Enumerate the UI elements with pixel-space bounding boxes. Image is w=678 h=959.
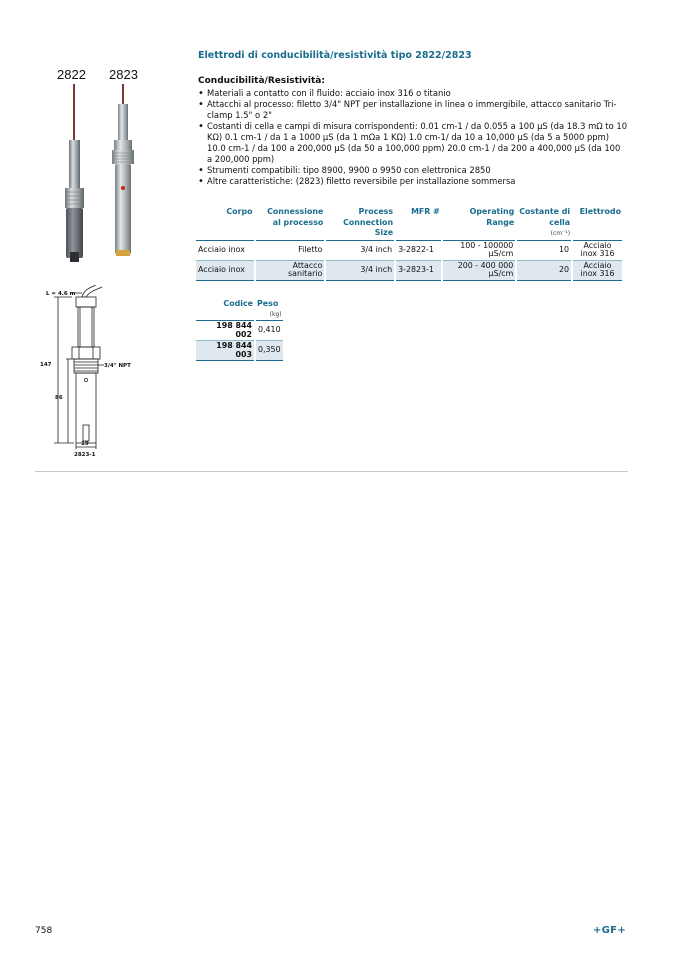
electrode-2823-photo: [108, 84, 138, 264]
cell-elettrodo: Acciaio inox 316: [573, 261, 622, 281]
cell-range: 100 - 100000 µS/cm: [443, 241, 516, 261]
cell-mfr: 3-2822-1: [396, 241, 441, 261]
header-process-size: Process Connection Size: [343, 207, 394, 237]
code-table-header: [196, 299, 283, 320]
cell-codice: 198 844 002: [196, 321, 254, 341]
header-peso: [256, 299, 283, 320]
cell-connessione: Filetto: [256, 241, 325, 261]
header-mfr: MFR #: [411, 207, 440, 216]
cell-peso: 0,350: [256, 341, 283, 361]
photo-label-2822: 2822: [57, 67, 86, 82]
header-operating-range: Operating Range: [469, 207, 515, 227]
cell-size: 3/4 inch: [326, 261, 394, 281]
cell-peso: 0,410: [256, 321, 283, 341]
header-costante-label: Costante di cella: [519, 207, 571, 227]
section-subtitle: Conducibilità/Resistività:: [198, 76, 325, 86]
table-row: [196, 341, 283, 361]
feature-item: • Costanti di cella e campi di misura corrispondenti: 0.01 cm-1 / da 0.055 a 100 µS (da 18.3 mΩ to 10 KΩ) 0.1 cm-1 / da 1 a 1000 µS (da 1 mΩa 1 KΩ) 1.0 cm-1/ da 10 a 10,000 µS (da 5 a 5000 ppm) 10.0 cm-1 / da 100 a 200,000 µS (da 50 a 100,000 ppm) 20.0 cm-1 / da 200 a 400,000 µS (da 100 a 200,000 ppm): [198, 121, 628, 165]
spec-table: [194, 207, 624, 281]
cell-range: 200 - 400 000 µS/cm: [443, 261, 516, 281]
header-corpo: Corpo: [226, 207, 253, 216]
table-row: [196, 321, 283, 341]
drawing-length-label: L = 4.6 m: [46, 291, 76, 297]
drawing-dim-147: 147: [40, 362, 52, 368]
divider: [35, 471, 628, 472]
feature-item: • Attacchi al processo: filetto 3/4" NPT per installazione in linea o immergibile, attacco sanitario Tri-clamp 1.5" o 2": [198, 99, 628, 121]
feature-item: • Strumenti compatibili: tipo 8900, 9900 o 9950 con elettronica 2850: [198, 165, 628, 176]
feature-list: [198, 88, 628, 187]
cell-corpo: Acciaio inox: [196, 261, 254, 281]
cell-size: 3/4 inch: [326, 241, 394, 261]
header-costante-unit: (cm⁻¹): [550, 230, 571, 237]
cell-connessione: Attacco sanitario: [256, 261, 325, 281]
drawing-dim-86: 86: [55, 395, 63, 401]
header-elettrodo: Elettrodo: [579, 207, 621, 216]
header-connessione: Connessione al processo: [267, 207, 324, 227]
header-peso-label: Peso: [257, 299, 279, 308]
table-row: [196, 261, 622, 281]
header-codice: Codice: [223, 299, 253, 308]
cell-codice: 198 844 003: [196, 341, 254, 361]
electrode-2822-photo: [60, 84, 90, 264]
page-number: 758: [35, 926, 53, 936]
feature-item: • Altre caratteristiche: (2823) filetto reversibile per installazione sommersa: [198, 176, 628, 187]
cell-costante: 20: [517, 261, 571, 281]
code-table: [194, 299, 285, 361]
gf-logo: +GF+: [593, 925, 626, 936]
cell-costante: 10: [517, 241, 571, 261]
section-title: Elettrodi di conducibilità/resistività tipo 2822/2823: [198, 50, 472, 61]
feature-item: • Materiali a contatto con il fluido: acciaio inox 316 o titanio: [198, 88, 628, 99]
drawing-npt-label: 3/4" NPT: [104, 363, 131, 369]
photo-label-2823: 2823: [109, 67, 138, 82]
header-peso-unit: (kg): [269, 310, 282, 318]
spec-table-header: [196, 207, 622, 240]
drawing-model-label: 2823-1: [74, 452, 96, 458]
table-row: [196, 241, 622, 261]
drawing-dim-19: 19: [81, 441, 89, 447]
header-costante: [517, 207, 571, 240]
cell-elettrodo: Acciaio inox 316: [573, 241, 622, 261]
cell-corpo: Acciaio inox: [196, 241, 254, 261]
technical-drawing: [38, 285, 148, 463]
cell-mfr: 3-2823-1: [396, 261, 441, 281]
